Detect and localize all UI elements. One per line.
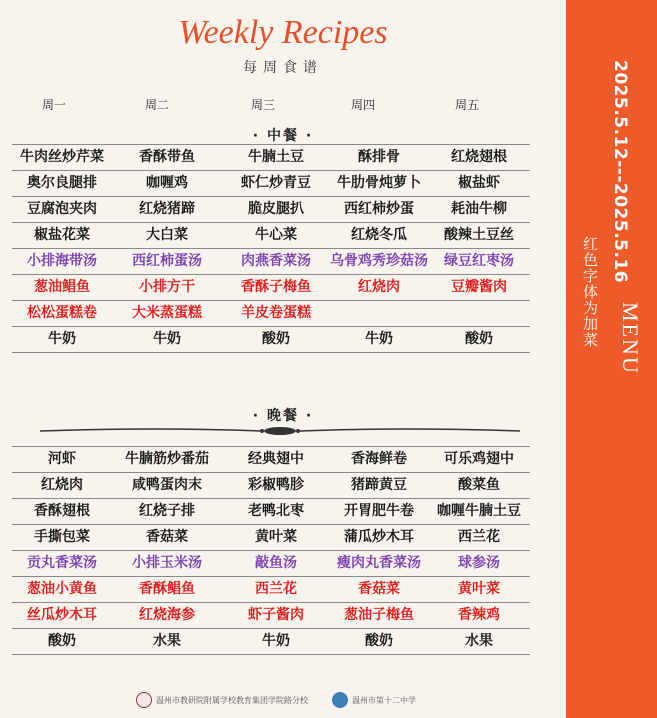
- dish-cell: 羊皮卷蛋糕: [241, 305, 311, 321]
- dish-cell: 手撕包菜: [34, 529, 90, 545]
- dish-cell: 贡丸香菜汤: [27, 555, 97, 571]
- dish-cell: 猪蹄黄豆: [351, 477, 407, 493]
- dish-cell: 红烧猪蹄: [139, 201, 195, 217]
- day-label: 周三: [251, 98, 276, 112]
- dish-cell: 小排方干: [139, 279, 195, 295]
- dish-cell: 红烧翅根: [451, 149, 507, 165]
- table-row: [12, 525, 530, 551]
- day-label: 周四: [351, 98, 376, 112]
- dish-cell: 牛奶: [365, 331, 393, 347]
- school-logo-2: [332, 692, 416, 708]
- dinner-table: [12, 446, 530, 655]
- legend-note: 红色字体为加菜: [581, 236, 599, 348]
- dish-cell: 豆腐泡夹肉: [27, 201, 97, 217]
- menu-label: MENU: [618, 302, 643, 375]
- dish-cell: 耗油牛柳: [451, 201, 507, 217]
- dish-cell: 小排海带汤: [27, 253, 97, 269]
- lunch-table: [12, 144, 530, 353]
- dish-cell: 敲鱼汤: [255, 555, 297, 571]
- dish-cell: 红烧子排: [139, 503, 195, 519]
- dish-cell: 香菇菜: [146, 529, 188, 545]
- table-row: [12, 473, 530, 499]
- dish-cell: 牛心菜: [255, 227, 297, 243]
- table-row: [12, 603, 530, 629]
- table-row: [12, 551, 530, 577]
- dish-cell: [428, 301, 530, 326]
- dish-cell: 红烧肉: [358, 279, 400, 295]
- school-logo-1: [136, 692, 308, 708]
- dish-cell: 香酥带鱼: [139, 149, 195, 165]
- table-row: [12, 223, 530, 249]
- dish-cell: 绿豆红枣汤: [444, 253, 514, 269]
- school-name-2: 温州市第十二中学: [352, 695, 416, 705]
- dish-cell: 酸奶: [48, 633, 76, 649]
- dish-cell: 脆皮腿扒: [248, 201, 304, 217]
- dish-cell: 蒲瓜炒木耳: [344, 529, 414, 545]
- dish-cell: 红烧冬瓜: [351, 227, 407, 243]
- dish-cell: 香酥翅根: [34, 503, 90, 519]
- dish-cell: 黄叶菜: [255, 529, 297, 545]
- dish-cell: 香酥子梅鱼: [241, 279, 311, 295]
- dish-cell: 水果: [153, 633, 181, 649]
- table-row: [12, 275, 530, 301]
- dish-cell: 肉燕香菜汤: [241, 253, 311, 269]
- dish-cell: 牛奶: [48, 331, 76, 347]
- dish-cell: 西红柿炒蛋: [344, 201, 414, 217]
- dish-cell: 大米蒸蛋糕: [132, 305, 202, 321]
- dish-cell: 松松蛋糕卷: [27, 305, 97, 321]
- dish-cell: 黄叶菜: [458, 581, 500, 597]
- page-subtitle: 每周食谱: [243, 60, 323, 76]
- dish-cell: 水果: [465, 633, 493, 649]
- dish-cell: 椒盐虾: [458, 175, 500, 191]
- dish-cell: 香酥鲳鱼: [139, 581, 195, 597]
- dish-cell: 咖喱鸡: [146, 175, 188, 191]
- dish-cell: 西兰花: [458, 529, 500, 545]
- dish-cell: 酸辣土豆丝: [444, 227, 514, 243]
- table-row: [12, 197, 530, 223]
- dish-cell: 酸菜鱼: [458, 477, 500, 493]
- dish-cell: 酸奶: [465, 331, 493, 347]
- table-row: [12, 499, 530, 525]
- dish-cell: 奥尔良腿排: [27, 175, 97, 191]
- school-seal-icon: [136, 692, 152, 708]
- dish-cell: 葱油小黄鱼: [27, 581, 97, 597]
- dish-cell: 西兰花: [255, 581, 297, 597]
- school-name-1: 温州市教研院附属学校教育集团学院路分校: [156, 695, 308, 705]
- day-label: 周一: [42, 98, 67, 112]
- dish-cell: 老鸭北枣: [248, 503, 304, 519]
- date-range: 2025.5.12---2025.5.16: [610, 60, 630, 284]
- dish-cell: 豆瓣酱肉: [451, 279, 507, 295]
- school-badge-icon: [332, 692, 348, 708]
- lunch-heading: · 中餐 ·: [252, 128, 314, 144]
- table-row: [12, 447, 530, 473]
- dish-cell: 西红柿蛋汤: [132, 253, 202, 269]
- dish-cell: 球参汤: [458, 555, 500, 571]
- dish-cell: 牛奶: [262, 633, 290, 649]
- table-row: [12, 327, 530, 353]
- dish-cell: 咖喱牛腩土豆: [437, 503, 521, 519]
- dish-cell: 红烧肉: [41, 477, 83, 493]
- day-label: 周五: [455, 98, 480, 112]
- dish-cell: 牛腩土豆: [248, 149, 304, 165]
- dinner-heading: · 晚餐 ·: [252, 408, 314, 424]
- dish-cell: 咸鸭蛋肉末: [132, 477, 202, 493]
- dish-cell: 酸奶: [262, 331, 290, 347]
- table-row: [12, 301, 530, 327]
- dish-cell: 牛腩筋炒番茄: [125, 451, 209, 467]
- dish-cell: 香菇菜: [358, 581, 400, 597]
- dish-cell: 丝瓜炒木耳: [27, 607, 97, 623]
- table-row: [12, 629, 530, 655]
- dish-cell: 开胃肥牛卷: [344, 503, 414, 519]
- dish-cell: 酥排骨: [358, 149, 400, 165]
- dish-cell: 瘦肉丸香菜汤: [337, 555, 421, 571]
- dish-cell: 大白菜: [146, 227, 188, 243]
- dish-cell: 虾子酱肉: [248, 607, 304, 623]
- dish-cell: 河虾: [48, 451, 76, 467]
- dish-cell: 椒盐花菜: [34, 227, 90, 243]
- weekday-header: [0, 96, 566, 112]
- table-row: [12, 577, 530, 603]
- dish-cell: 经典翅中: [248, 451, 304, 467]
- divider-ornament: [40, 423, 520, 439]
- dish-cell: 彩椒鸭胗: [248, 477, 304, 493]
- dish-cell: 香辣鸡: [458, 607, 500, 623]
- dish-cell: 牛肋骨炖萝卜: [337, 175, 421, 191]
- dish-cell: 虾仁炒青豆: [241, 175, 311, 191]
- dish-cell: 乌骨鸡秀珍菇汤: [330, 253, 428, 269]
- table-row: [12, 145, 530, 171]
- dish-cell: 香海鲜卷: [351, 451, 407, 467]
- dish-cell: 葱油鲳鱼: [34, 279, 90, 295]
- dish-cell: 红烧海参: [139, 607, 195, 623]
- day-label: 周二: [145, 98, 170, 112]
- page-title: Weekly Recipes: [178, 14, 388, 51]
- dish-cell: 葱油子梅鱼: [344, 607, 414, 623]
- dish-cell: 牛肉丝炒芹菜: [20, 149, 104, 165]
- table-row: [12, 171, 530, 197]
- dish-cell: 小排玉米汤: [132, 555, 202, 571]
- dish-cell: 酸奶: [365, 633, 393, 649]
- footer: [0, 690, 566, 712]
- table-row: [12, 249, 530, 275]
- dish-cell: 可乐鸡翅中: [444, 451, 514, 467]
- dish-cell: 牛奶: [153, 331, 181, 347]
- dish-cell: [330, 301, 428, 326]
